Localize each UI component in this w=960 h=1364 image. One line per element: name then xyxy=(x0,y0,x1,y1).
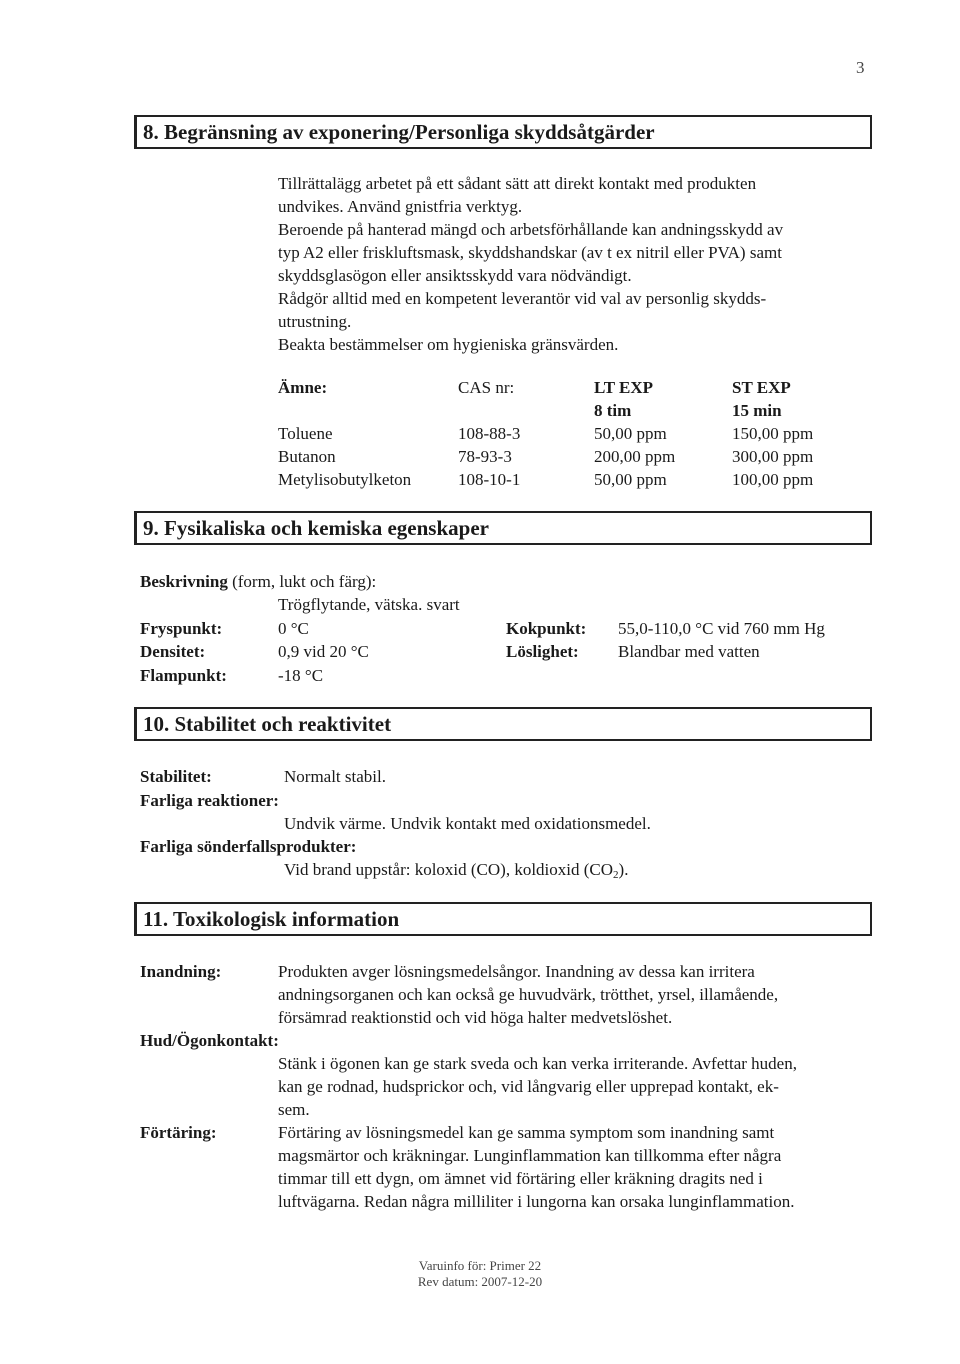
table-header-lt-exp: LT EXP xyxy=(594,378,654,397)
solubility-label: Löslighet: xyxy=(506,642,579,661)
section-8-paragraph-line: Beakta bestämmelser om hygieniska gränsvärden. xyxy=(278,335,619,354)
stability-value: Normalt stabil. xyxy=(284,767,386,786)
section-10-header xyxy=(134,707,872,741)
density-label: Densitet: xyxy=(140,642,206,661)
inhalation-line: försämrad reaktionstid och vid höga halter medvetslöshet. xyxy=(278,1008,673,1027)
table-cell-st: 150,00 ppm xyxy=(732,424,814,443)
inhalation-label: Inandning: xyxy=(140,962,222,981)
freezing-point-label: Fryspunkt: xyxy=(140,619,223,638)
decomposition-label: Farliga sönderfallsprodukter: xyxy=(140,837,357,856)
hazardous-reactions-value: Undvik värme. Undvik kontakt med oxidationsmedel. xyxy=(284,814,651,833)
ingestion-line: timmar till ett dygn, om ämnet vid förtäring eller kräkning dragits ned i xyxy=(278,1169,763,1188)
section-11-title: 11. Toxikologisk information xyxy=(143,907,400,931)
footer-revision-date: Rev datum: 2007-12-20 xyxy=(417,1274,543,1289)
table-header-st-exp: ST EXP xyxy=(732,378,791,397)
table-header-cas: CAS nr: xyxy=(458,378,515,397)
section-9-title: 9. Fysikaliska och kemiska egenskaper xyxy=(143,516,489,540)
table-cell-substance: Metylisobutylketon xyxy=(278,470,412,489)
freezing-point-value: 0 °C xyxy=(278,619,309,638)
section-8-paragraph-line: Beroende på hanterad mängd och arbetsförhållande kan andningsskydd av xyxy=(278,220,784,239)
section-8-title: 8. Begränsning av exponering/Personliga skyddsåtgärder xyxy=(143,120,655,144)
description-paren: (form, lukt och färg): xyxy=(227,572,377,591)
table-header-st-sub: 15 min xyxy=(732,401,782,420)
flash-point-value: -18 °C xyxy=(278,666,324,685)
section-8-paragraph-line: Tillrättalägg arbetet på ett sådant sätt att direkt kontakt med produkten xyxy=(278,174,757,193)
table-cell-lt: 50,00 ppm xyxy=(594,470,667,489)
skin-eye-contact-label: Hud/Ögonkontakt: xyxy=(140,1031,279,1050)
ingestion-label: Förtäring: xyxy=(140,1123,217,1142)
table-header-lt-sub: 8 tim xyxy=(594,401,632,420)
ingestion-line: magsmärtor och kräkningar. Lunginflammation kan tillkomma efter några xyxy=(278,1146,782,1165)
table-cell-cas: 108-10-1 xyxy=(458,470,521,489)
decomposition-subscript: 2 xyxy=(613,869,619,881)
section-9-header xyxy=(134,511,872,545)
decomposition-value xyxy=(284,858,628,881)
section-8-paragraph-line: Rådgör alltid med en kompetent leverantör vid val av personlig skydds- xyxy=(278,289,767,308)
table-cell-substance: Butanon xyxy=(278,447,336,466)
section-8-paragraph-line: skyddsglasögon eller ansiktsskydd vara nödvändigt. xyxy=(278,266,632,285)
ingestion-line: Förtäring av lösningsmedel kan ge samma symptom som inandning samt xyxy=(278,1123,775,1142)
hazardous-reactions-label: Farliga reaktioner: xyxy=(140,791,279,810)
decomposition-prefix: Vid brand uppstår: koloxid (CO), koldioxid (CO xyxy=(284,860,614,879)
page-number: 3 xyxy=(856,58,865,77)
boiling-point-value: 55,0-110,0 °C vid 760 mm Hg xyxy=(618,619,825,638)
section-10-title: 10. Stabilitet och reaktivitet xyxy=(143,712,392,736)
footer-product-info: Varuinfo för: Primer 22 xyxy=(418,1258,542,1273)
section-8-paragraph-line: undvikes. Använd gnistfria verktyg. xyxy=(278,197,523,216)
table-cell-st: 100,00 ppm xyxy=(732,470,814,489)
inhalation-line: Produkten avger lösningsmedelsångor. Inandning av dessa kan irritera xyxy=(278,962,755,981)
flash-point-label: Flampunkt: xyxy=(140,666,227,685)
decomposition-suffix: ). xyxy=(618,860,629,879)
stability-label: Stabilitet: xyxy=(140,767,212,786)
table-cell-cas: 108-88-3 xyxy=(458,424,521,443)
table-cell-st: 300,00 ppm xyxy=(732,447,814,466)
boiling-point-label: Kokpunkt: xyxy=(506,619,587,638)
table-header-substance: Ämne: xyxy=(278,378,328,397)
description-row xyxy=(140,570,376,593)
inhalation-line: andningsorganen och kan också ge huvudvärk, trötthet, yrsel, illamående, xyxy=(278,985,779,1004)
section-11-header xyxy=(134,902,872,936)
table-cell-lt: 200,00 ppm xyxy=(594,447,676,466)
solubility-value: Blandbar med vatten xyxy=(618,642,760,661)
skin-eye-contact-line: sem. xyxy=(278,1100,310,1119)
section-8-paragraph-line: utrustning. xyxy=(278,312,352,331)
skin-eye-contact-line: Stänk i ögonen kan ge stark sveda och kan verka irriterande. Avfettar huden, xyxy=(278,1054,797,1073)
section-8-header xyxy=(134,115,872,149)
section-8-paragraph-line: typ A2 eller friskluftsmask, skyddshandskar (av t ex nitril eller PVA) samt xyxy=(278,243,782,262)
table-cell-substance: Toluene xyxy=(278,424,333,443)
ingestion-line: luftvägarna. Redan några milliliter i lungorna kan orsaka lunginflammation. xyxy=(278,1192,795,1211)
skin-eye-contact-line: kan ge rodnad, hudsprickor och, vid långvarig eller upprepad kontakt, ek- xyxy=(278,1077,779,1096)
table-cell-lt: 50,00 ppm xyxy=(594,424,667,443)
description-value: Trögflytande, vätska. svart xyxy=(278,595,460,614)
table-cell-cas: 78-93-3 xyxy=(458,447,512,466)
density-value: 0,9 vid 20 °C xyxy=(278,642,369,661)
description-label: Beskrivning xyxy=(140,572,228,591)
